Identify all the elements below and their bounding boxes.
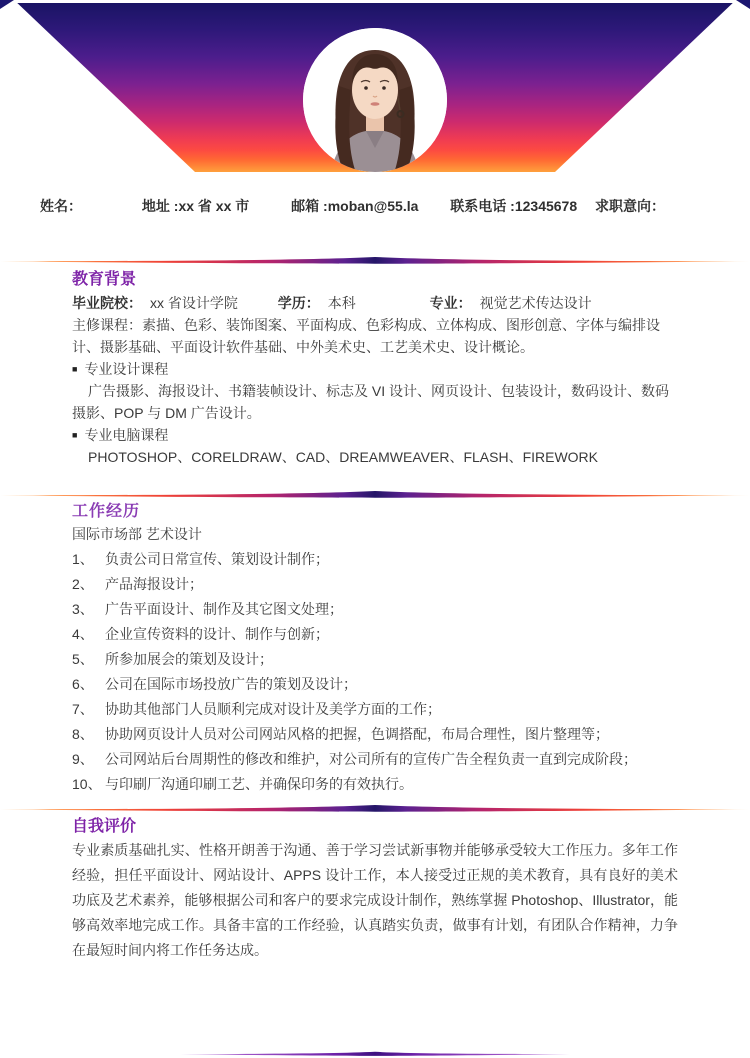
section-divider [0, 256, 750, 264]
item-text: 所参加展会的策划及设计； [105, 651, 273, 667]
work-section [0, 501, 750, 797]
item-text: 企业宣传资料的设计、制作与创新； [105, 626, 329, 642]
evaluation-title: 自我评价 [72, 818, 137, 835]
section-divider [0, 804, 750, 812]
item-text: 产品海报设计； [105, 576, 203, 592]
computer-courses-text: PHOTOSHOP、CORELDRAW、CAD、DREAMWEAVER、FLASH、FIREWORK [88, 449, 599, 465]
courses-paragraph: 主修课程：素描、色彩、装饰图案、平面构成、色彩构成、立体构成、图形创意、字体与编排设计、摄影基础、平面设计软件基础、中外美术史、工艺美术史、设计概论。 [72, 317, 660, 355]
education-title: 教育背景 [72, 271, 137, 288]
address-text: 地址 :xx 省 xx 市 [141, 198, 250, 214]
item-text: 协助网页设计人员对公司网站风格的把握，色调搭配，布局合理性，图片整理等； [105, 726, 609, 742]
square-bullet-icon: ■ [72, 430, 78, 440]
school-label: 毕业院校： [72, 295, 142, 311]
degree-label: 学历： [277, 295, 320, 311]
item-number: 4、 [72, 626, 94, 642]
work-item [72, 547, 678, 572]
item-number: 6、 [72, 676, 94, 692]
corner-triangle-right [736, 0, 750, 9]
item-number: 5、 [72, 651, 94, 667]
work-item [72, 772, 678, 797]
square-bullet-icon: ■ [72, 364, 78, 374]
evaluation-section [0, 816, 750, 963]
education-school-line [72, 292, 678, 314]
intention-label: 求职意向： [595, 198, 666, 214]
work-item [72, 672, 678, 697]
computer-courses-bullet [72, 424, 678, 446]
education-section [0, 269, 750, 468]
work-body [72, 522, 678, 797]
work-item [72, 622, 678, 647]
design-courses-title: 专业设计课程 [84, 361, 169, 377]
corner-triangle-left [0, 0, 14, 9]
item-text: 负责公司日常宣传、策划设计制作； [105, 551, 329, 567]
item-text: 公司在国际市场投放广告的策划及设计； [105, 676, 357, 692]
item-number: 2、 [72, 576, 94, 592]
work-item [72, 572, 678, 597]
evaluation-paragraph: 专业素质基础扎实、性格开朗善于沟通、善于学习尝试新事物并能够承受较大工作压力。多年工作经验，担任平面设计、网站设计、APPS 设计工作，本人接受过正规的美术教育，具有良好的美术功底及艺术素养，能够根据公司和客户的要求完成设计制作，熟练掌握 Photoshop、Illustrator，能够高效率地完成工作。具备丰富的工作经验，认真踏实负责，做事有计划，有团队合作精神，力争在最短时间内将工作任务达成。 [72, 842, 678, 958]
design-courses-text: 广告摄影、海报设计、书籍装帧设计、标志及 VI 设计、网页设计、包装设计，数码设计、数码摄影、POP 与 DM 广告设计。 [72, 383, 670, 421]
education-body [72, 292, 678, 468]
work-item [72, 697, 678, 722]
bottom-divider [180, 1051, 570, 1056]
design-courses-bullet [72, 358, 678, 380]
item-number: 9、 [72, 751, 94, 767]
portrait-illustration [303, 28, 447, 172]
degree-value: 本科 [327, 295, 356, 311]
name-label: 姓名： [40, 198, 82, 214]
work-item [72, 597, 678, 622]
work-title: 工作经历 [72, 503, 141, 520]
item-number: 10、 [72, 776, 102, 792]
email-text: 邮箱 :moban@55.la [291, 198, 419, 214]
item-text: 公司网站后台周期性的修改和维护，对公司所有的宣传广告全程负责一直到完成阶段； [105, 751, 637, 767]
item-number: 1、 [72, 551, 94, 567]
computer-courses-title: 专业电脑课程 [84, 427, 169, 443]
phone-text: 联系电话 :12345678 [450, 198, 578, 214]
school-value: xx 省设计学院 [150, 295, 238, 311]
profile-photo [303, 28, 447, 172]
work-item [72, 747, 678, 772]
major-label: 专业： [429, 295, 472, 311]
item-text: 广告平面设计、制作及其它图文处理； [105, 601, 343, 617]
header-banner [0, 0, 750, 172]
item-number: 7、 [72, 701, 94, 717]
work-position: 国际市场部 艺术设计 [72, 526, 202, 542]
section-divider [0, 490, 750, 498]
item-number: 8、 [72, 726, 94, 742]
item-number: 3、 [72, 601, 94, 617]
work-item [72, 722, 678, 747]
contact-row [0, 196, 750, 216]
item-text: 与印刷厂沟通印刷工艺、并确保印务的有效执行。 [105, 776, 413, 792]
item-text: 协助其他部门人员顺利完成对设计及美学方面的工作； [105, 701, 441, 717]
major-value: 视觉艺术传达设计 [479, 295, 592, 311]
work-item [72, 647, 678, 672]
